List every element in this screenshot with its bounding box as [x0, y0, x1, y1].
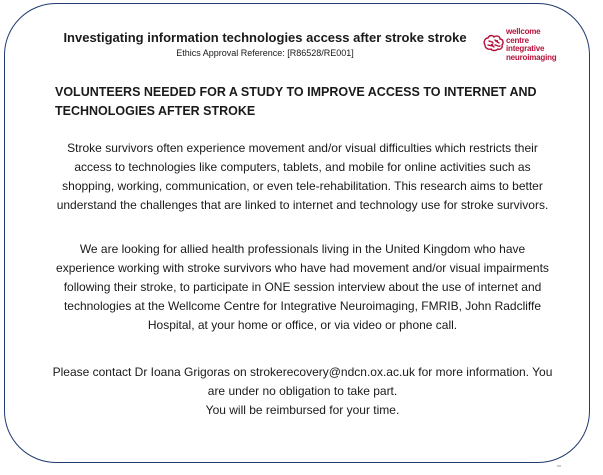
study-title: Investigating information technologies access after stroke stroke: [63, 30, 467, 45]
corner-mark: [557, 465, 561, 467]
intro-paragraph: Stroke survivors often experience movement and/or visual difficulties which restricts their access to technologies like computers, tablets, and mobile for online activities such as shopping, working, communication, or even tele-rehabilitation. This research aims to better understand the challenges that are linked to internet and technology use for stroke survivors.: [56, 141, 549, 212]
reimbursement-line: You will be reimbursed for your time.: [205, 403, 400, 417]
ethics-reference: Ethics Approval Reference: [R86528/RE001]: [176, 48, 354, 58]
recruitment-headline: VOLUNTEERS NEEDED FOR A STUDY TO IMPROVE ACCESS TO INTERNET AND TECHNOLOGIES AFTER STROKE: [55, 85, 537, 118]
contact-line: Please contact Dr Ioana Grigoras on strokerecovery@ndcn.ox.ac.uk for more information. You are under no obligation to take part.: [52, 365, 553, 398]
wellcome-logo: [482, 27, 562, 61]
logo-line-integrative: integrative: [506, 44, 545, 53]
recruitment-paragraph: We are looking for allied health professionals living in the United Kingdom who have experience working with stroke survivors who have had movement and/or visual impairments following their stroke, to participate in ONE session interview about the use of internet and technologies at the Wellcome Centre for Integrative Neuroimaging, FMRIB, John Radcliffe Hospital, at your home or office, or via video or phone call.: [56, 242, 549, 332]
logo-line-centre: centre: [506, 35, 529, 45]
contact-paragraph: [50, 363, 555, 420]
brain-icon: [482, 33, 506, 53]
logo-line-wellcome: wellcome: [506, 27, 541, 36]
logo-line-neuroimaging: neuroimaging: [506, 52, 557, 62]
